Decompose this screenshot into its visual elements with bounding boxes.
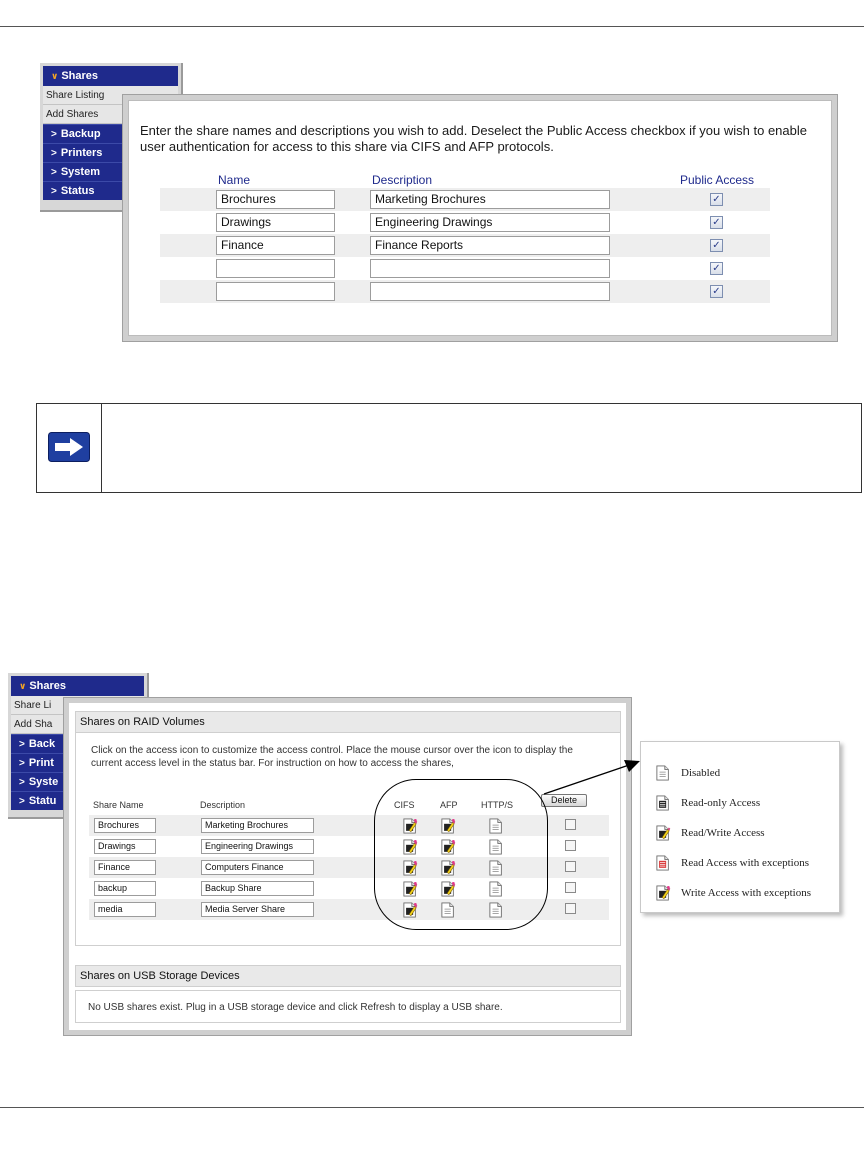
share-description-field[interactable]: Backup Share	[201, 881, 314, 896]
column-header-description: Description	[200, 800, 246, 810]
share-name-input[interactable]: Finance	[216, 236, 335, 255]
legend-item-read-only: Read-only Access	[641, 794, 841, 814]
legend-item-read-exceptions: Read Access with exceptions	[641, 854, 841, 874]
chevron-right-icon: >	[51, 186, 57, 197]
chevron-down-icon: ∨	[19, 681, 27, 691]
table-row	[160, 211, 770, 234]
read-exceptions-access-icon	[656, 854, 671, 872]
arrow-right-icon	[48, 432, 90, 462]
share-description-field[interactable]: Computers Finance	[201, 860, 314, 875]
share-description-input[interactable]	[370, 259, 610, 278]
public-access-checkbox[interactable]: ✓	[710, 193, 723, 206]
public-access-checkbox[interactable]: ✓	[710, 262, 723, 275]
table-row	[160, 188, 770, 211]
usb-section	[75, 990, 621, 1023]
table-row	[160, 234, 770, 257]
raid-instructions: Click on the access icon to customize the access control. Place the mouse cursor over the icon to display the current access level in the status bar. For instruction on how to access the shares,	[91, 745, 573, 769]
chevron-right-icon: >	[51, 148, 57, 159]
share-name-field[interactable]: media	[94, 902, 156, 917]
callout-arrow	[540, 740, 650, 800]
note-divider	[101, 404, 102, 492]
share-name-field[interactable]: Drawings	[94, 839, 156, 854]
nav-header-shares[interactable]: ∨ Shares	[43, 66, 178, 86]
page-bottom-rule	[0, 1107, 864, 1108]
add-shares-content	[128, 100, 832, 336]
public-access-checkbox[interactable]: ✓	[710, 216, 723, 229]
column-header-name: Name	[218, 173, 251, 187]
delete-checkbox[interactable]	[565, 882, 576, 893]
share-description-field[interactable]: Engineering Drawings	[201, 839, 314, 854]
nav-header-shares[interactable]: ∨ Shares	[11, 676, 144, 696]
read-only-access-icon	[656, 794, 671, 812]
legend-item-read-write: Read/Write Access	[641, 824, 841, 844]
nav-item-status[interactable]: > Status	[43, 181, 178, 200]
raid-section-title: Shares on RAID Volumes	[75, 711, 621, 733]
public-access-checkbox[interactable]: ✓	[710, 285, 723, 298]
nav-sub-add-shares[interactable]: Add Sha	[11, 715, 144, 734]
table-row	[160, 280, 770, 303]
delete-checkbox[interactable]	[565, 819, 576, 830]
share-name-field[interactable]: Finance	[94, 860, 156, 875]
nav-item-backup[interactable]: > Backup	[43, 124, 178, 143]
nav-item-printers[interactable]: > Printers	[43, 143, 178, 162]
share-name-input[interactable]	[216, 282, 335, 301]
share-name-input[interactable]: Brochures	[216, 190, 335, 209]
note-box	[36, 403, 862, 493]
delete-checkbox[interactable]	[565, 903, 576, 914]
usb-empty-message: No USB shares exist. Plug in a USB storage device and click Refresh to display a USB share.	[88, 1002, 503, 1013]
share-name-input[interactable]	[216, 259, 335, 278]
share-description-input[interactable]	[370, 282, 610, 301]
nav-item-backup[interactable]: > Back	[11, 734, 144, 753]
column-header-public-access: Public Access	[680, 173, 755, 187]
page-top-rule	[0, 26, 864, 27]
usb-section-title: Shares on USB Storage Devices	[75, 965, 621, 987]
nav-item-status[interactable]: > Statu	[11, 791, 144, 810]
share-description-input[interactable]: Marketing Brochures	[370, 190, 610, 209]
chevron-right-icon: >	[19, 796, 25, 807]
chevron-right-icon: >	[19, 777, 25, 788]
legend-item-disabled: Disabled	[641, 764, 841, 784]
chevron-right-icon: >	[19, 739, 25, 750]
column-header-description: Description	[372, 173, 433, 187]
public-access-checkbox[interactable]: ✓	[710, 239, 723, 252]
chevron-down-icon: ∨	[51, 71, 59, 81]
add-shares-instructions: Enter the share names and descriptions you wish to add. Deselect the Public Access checkbox if you wish to enable user authentication for access to this share via CIFS and AFP protocols.	[140, 123, 807, 154]
disabled-access-icon	[656, 764, 671, 782]
column-header-share-name: Share Name	[93, 800, 144, 810]
share-description-input[interactable]: Finance Reports	[370, 236, 610, 255]
share-name-field[interactable]: Brochures	[94, 818, 156, 833]
share-name-field[interactable]: backup	[94, 881, 156, 896]
column-header-https: HTTP/S	[481, 800, 514, 810]
column-header-afp: AFP	[440, 800, 458, 810]
access-legend	[640, 741, 840, 913]
legend-item-write-exceptions: Write Access with exceptions	[641, 884, 841, 904]
delete-button[interactable]: Delete	[541, 794, 587, 807]
chevron-right-icon: >	[19, 758, 25, 769]
share-description-field[interactable]: Media Server Share	[201, 902, 314, 917]
nav-sub-share-listing[interactable]: Share Listing	[43, 86, 178, 105]
nav-item-printers[interactable]: > Print	[11, 753, 144, 772]
highlight-ellipse	[374, 779, 548, 930]
add-shares-panel	[122, 94, 838, 342]
chevron-right-icon: >	[51, 167, 57, 178]
share-description-input[interactable]: Engineering Drawings	[370, 213, 610, 232]
nav-sub-share-listing[interactable]: Share Li	[11, 696, 144, 715]
share-description-field[interactable]: Marketing Brochures	[201, 818, 314, 833]
nav-item-system[interactable]: > System	[43, 162, 178, 181]
read-write-access-icon	[656, 824, 671, 842]
delete-checkbox[interactable]	[565, 861, 576, 872]
column-header-cifs: CIFS	[394, 800, 415, 810]
share-name-input[interactable]: Drawings	[216, 213, 335, 232]
nav-item-system[interactable]: > Syste	[11, 772, 144, 791]
delete-checkbox[interactable]	[565, 840, 576, 851]
write-exceptions-access-icon	[656, 884, 671, 902]
table-row	[160, 257, 770, 280]
nav-sub-add-shares[interactable]: Add Shares	[43, 105, 178, 124]
chevron-right-icon: >	[51, 129, 57, 140]
